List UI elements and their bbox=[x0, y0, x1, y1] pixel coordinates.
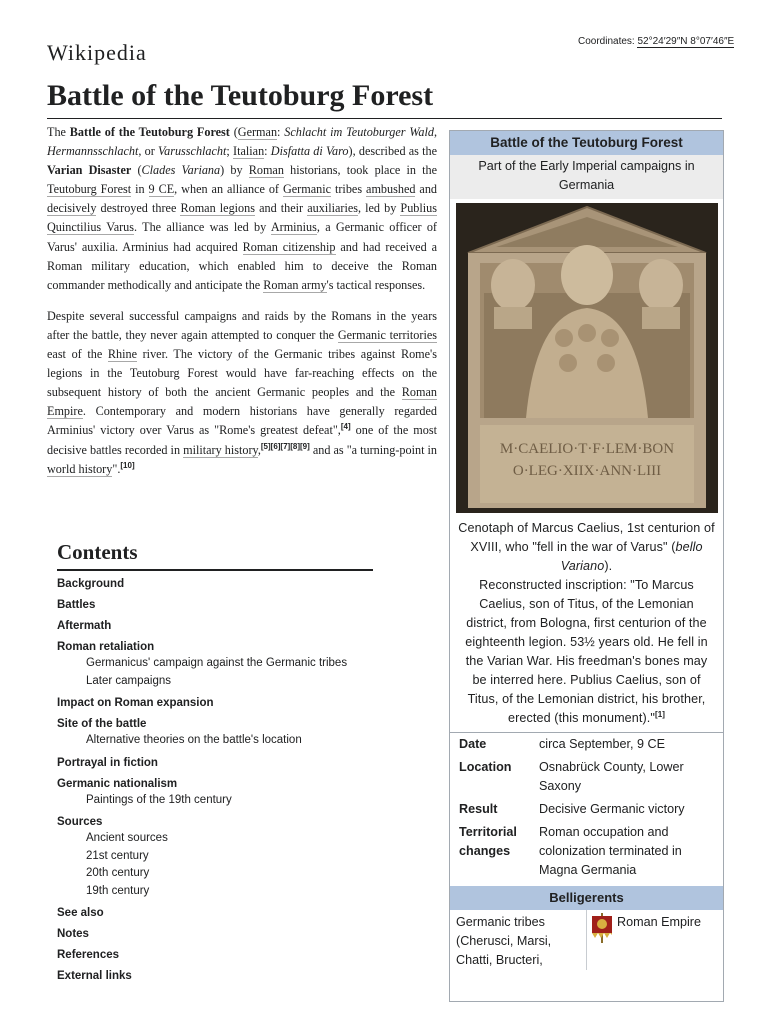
cenotaph-image[interactable] bbox=[456, 203, 718, 513]
infobox bbox=[449, 130, 724, 1002]
infobox-row bbox=[450, 821, 723, 882]
infobox-facts bbox=[450, 732, 723, 882]
toc-item[interactable] bbox=[57, 814, 373, 900]
toc-item[interactable] bbox=[57, 776, 373, 810]
toc-item-label[interactable]: External links bbox=[57, 970, 132, 982]
article-intro bbox=[47, 123, 437, 491]
coordinates bbox=[578, 36, 734, 47]
belligerents-heading: Belligerents bbox=[450, 886, 723, 910]
toc-item[interactable] bbox=[57, 695, 373, 711]
toc-item[interactable] bbox=[57, 905, 373, 921]
link-roman-army[interactable]: Roman army bbox=[263, 277, 327, 292]
infobox-caption bbox=[450, 519, 723, 732]
coordinates-link[interactable]: 52°24′29″N 8°07′46″E bbox=[637, 36, 735, 47]
ref-5-9[interactable]: [5][6][7][8][9] bbox=[260, 441, 310, 451]
link-roman[interactable]: Roman bbox=[248, 163, 284, 178]
caption-text-2: Reconstructed inscription: "To Marcus Caelius, son of Titus, of the Lemonian district, from Bologna, first centurion of the eighteenth legion. 53½ years old. He fell in the Varian War. His freedman's bones may be interred here. Publius Caelius, son of Titus, of the Lemonian district, his brother, erected (this monument)." bbox=[465, 578, 708, 725]
link-roman-citizenship[interactable]: Roman citizenship bbox=[242, 239, 336, 254]
infobox-title: Battle of the Teutoburg Forest bbox=[450, 131, 723, 155]
toc-item-label[interactable]: Roman retaliation bbox=[57, 641, 155, 653]
caption-text-1: Cenotaph of Marcus Caelius, 1st centurion of XVIII, who "fell in the war of Varus" ( bbox=[458, 521, 715, 554]
roman-vexillum-icon bbox=[591, 913, 613, 943]
link-germanic-territories[interactable]: Germanic territories bbox=[337, 327, 437, 342]
belligerent-roman bbox=[587, 910, 723, 970]
contents-heading: Contents bbox=[57, 540, 373, 571]
link-9-ce[interactable]: 9 CE bbox=[148, 182, 175, 197]
toc-item[interactable] bbox=[57, 968, 373, 984]
toc-list bbox=[57, 576, 373, 984]
infobox-row bbox=[450, 798, 723, 821]
link-roman-empire[interactable]: Roman Empire bbox=[47, 385, 437, 419]
caption-text-1-end: ). bbox=[604, 559, 613, 573]
wikipedia-wordmark[interactable] bbox=[47, 40, 147, 66]
toc-item[interactable] bbox=[57, 597, 373, 613]
toc-item-label[interactable]: Site of the battle bbox=[57, 718, 147, 730]
intro-paragraph-1: The Battle of the Teutoburg Forest (German: Schlacht im Teutoburger Wald, Hermannsschlacht, or Varusschlacht; Italian: Disfatta di Varo), described as the Varian Disaster (Clades Variana) by Roman historians, took place in the Teutoburg Forest in 9 CE, when an alliance of Germanic tribes ambushed and decisively destroyed three Roman legions and their auxiliaries, led by Publius Quinctilius Varus. The alliance was led by Arminius, a Germanic officer of Varus' auxilia. Arminius had acquired Roman citizenship and had received a Roman military education, which enabled him to deceive the Roman commander methodically and anticipate the Roman army's tactical responses. bbox=[47, 125, 438, 292]
toc-item[interactable] bbox=[57, 947, 373, 963]
infobox-part-of: Part of the Early Imperial campaigns in Germania bbox=[450, 155, 723, 199]
link-roman-legions[interactable]: Roman legions bbox=[180, 201, 255, 216]
infobox-row-value: Decisive Germanic victory bbox=[539, 802, 685, 816]
ref-1[interactable]: [1] bbox=[654, 709, 666, 719]
toc-item-label[interactable]: Aftermath bbox=[57, 620, 112, 632]
page-title: Battle of the Teutoburg Forest bbox=[47, 78, 722, 119]
link-arminius[interactable]: Arminius bbox=[270, 220, 317, 235]
infobox-row-key: Location bbox=[459, 760, 512, 774]
wordmark-text: Wikipedia bbox=[47, 40, 147, 65]
link-germanic[interactable]: Germanic bbox=[282, 182, 332, 197]
link-german[interactable]: German bbox=[237, 125, 278, 139]
toc-item-label[interactable]: Battles bbox=[57, 599, 96, 611]
infobox-row bbox=[450, 733, 723, 757]
link-decisively[interactable]: decisively bbox=[47, 201, 97, 216]
toc-item-label[interactable]: Germanic nationalism bbox=[57, 777, 178, 790]
toc-subitem[interactable]: 20th century bbox=[86, 867, 150, 879]
coordinates-label: Coordinates: bbox=[578, 36, 635, 47]
svg-text:M·CAELIO·T·F·LEM·BON: M·CAELIO·T·F·LEM·BON bbox=[499, 441, 675, 457]
infobox-row-value: circa September, 9 CE bbox=[539, 737, 665, 751]
toc-subitem[interactable]: 21st century bbox=[86, 849, 149, 862]
infobox-row-key: Date bbox=[459, 737, 487, 751]
toc-item[interactable] bbox=[57, 716, 373, 750]
belligerents bbox=[450, 910, 723, 970]
link-auxiliaries[interactable]: auxiliaries bbox=[307, 201, 358, 216]
infobox-row-key: Result bbox=[459, 802, 498, 816]
table-of-contents bbox=[57, 540, 373, 984]
infobox-row-key: Territorial changes bbox=[459, 825, 517, 858]
toc-item-label[interactable]: Notes bbox=[57, 928, 89, 940]
belligerent-germanic: Germanic tribes (Cherusci, Marsi, Chatti, Bructeri, bbox=[450, 910, 587, 970]
toc-item[interactable] bbox=[57, 618, 373, 634]
toc-item-label[interactable]: Sources bbox=[57, 816, 103, 828]
toc-subitem[interactable]: 19th century bbox=[86, 884, 150, 897]
toc-item-label[interactable]: See also bbox=[57, 907, 104, 919]
toc-subitem[interactable]: Alternative theories on the battle's location bbox=[86, 734, 302, 746]
toc-item[interactable] bbox=[57, 755, 373, 771]
link-ambushed[interactable]: ambushed bbox=[366, 182, 416, 197]
toc-item[interactable] bbox=[57, 926, 373, 942]
belligerent-roman-label[interactable]: Roman Empire bbox=[617, 915, 701, 929]
ref-10[interactable]: [10] bbox=[120, 460, 135, 470]
svg-text:O·LEG·XIIX·ANN·LIII: O·LEG·XIIX·ANN·LIII bbox=[512, 463, 662, 479]
toc-item-label[interactable]: Background bbox=[57, 578, 125, 590]
caption-italic: bello Variano bbox=[560, 540, 703, 573]
link-military-history[interactable]: military history bbox=[183, 442, 258, 457]
toc-subitem[interactable]: Paintings of the 19th century bbox=[86, 793, 232, 806]
intro-paragraph-2: Despite several successful campaigns and raids by the Romans in the years after the battle, they never again attempted to conquer the Germanic territories east of the Rhine river. The victory of the Germanic tribes against Rome's legions in the Teutoburg Forest would have far-reaching effects on the subsequent history of both the ancient Germanic peoples and the Roman Empire. Contemporary and modern historians have generally regarded Arminius' victory over Varus as "Rome's greatest defeat",[4] one of the most decisive battles recorded in military history,[5][6][7][8][9] and as "a turning-point in world history".[10] bbox=[47, 308, 438, 476]
infobox-row-value: Roman occupation and colonization terminated in Magna Germania bbox=[539, 825, 682, 877]
link-teutoburg-forest[interactable]: Teutoburg Forest bbox=[47, 182, 132, 197]
infobox-row-value: Osnabrück County, Lower Saxony bbox=[539, 760, 684, 793]
toc-item-label[interactable]: References bbox=[57, 949, 120, 961]
link-world-history[interactable]: world history bbox=[47, 461, 113, 476]
toc-item-label[interactable]: Portrayal in fiction bbox=[57, 756, 158, 769]
toc-item-label[interactable]: Impact on Roman expansion bbox=[57, 697, 214, 709]
link-italian[interactable]: Italian bbox=[233, 144, 265, 159]
toc-subitem[interactable]: Later campaigns bbox=[86, 674, 172, 687]
toc-subitem[interactable]: Ancient sources bbox=[86, 832, 168, 844]
link-rhine[interactable]: Rhine bbox=[107, 347, 137, 362]
ref-4[interactable]: [4] bbox=[340, 422, 351, 432]
infobox-row bbox=[450, 756, 723, 798]
toc-item[interactable] bbox=[57, 576, 373, 592]
link-varus[interactable]: Publius Quinctilius Varus bbox=[47, 201, 437, 235]
toc-subitem[interactable]: Germanicus' campaign against the Germanic tribes bbox=[86, 657, 348, 669]
toc-item[interactable] bbox=[57, 639, 373, 690]
